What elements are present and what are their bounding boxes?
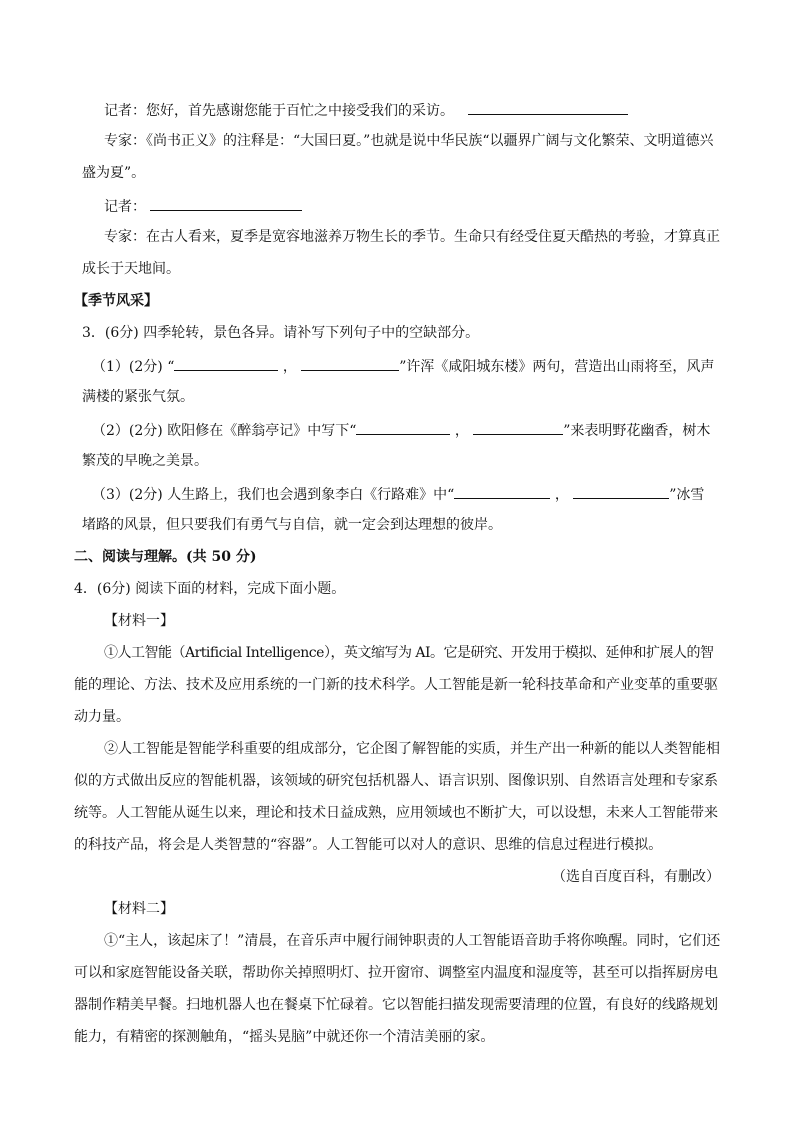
answer-blank[interactable] [473,419,563,435]
reporter-line-1 [104,99,628,119]
material-1-para-2-line-3: 统等。人工智能从诞生以来，理论和技术日益成熟，应用领域也不断扩大，可以设想，未来人工智能带来 [74,805,718,821]
material-1-title: 【材料一】 [104,613,174,629]
q3-2-suffix: ”来表明野花幽香，树木 [563,423,711,439]
answer-blank[interactable] [468,99,628,115]
reporter-line-2 [104,195,302,215]
question-3-2-line [92,419,710,439]
comma: ， [554,487,569,503]
material-1-para-2-line-4: 的科技产品，将会是人类智慧的“容器”。人工智能可以对人的意识、思维的信息过程进行模拟。 [74,837,663,853]
material-1-source: （选自百度百科，有删改） [552,869,720,885]
answer-blank[interactable] [356,419,450,435]
expert-line-1b: 盛为夏”。 [82,165,146,181]
answer-blank[interactable] [573,483,669,499]
q3-3-prefix: （3）(2分) 人生路上，我们也会遇到象李白《行路难》中“ [92,487,455,503]
answer-blank[interactable] [301,355,399,371]
q3-1-suffix: ”许浑《咸阳城东楼》两句，营造出山雨将至，风声 [399,359,715,375]
question-3-3-line [92,483,704,503]
answer-blank[interactable] [454,483,550,499]
question-3-3-cont: 堵路的风景，但只要我们有勇气与自信，就一定会到达理想的彼岸。 [82,517,502,533]
question-3-stem: 3．(6分) 四季轮转，景色各异。请补写下列句子中的空缺部分。 [82,325,480,341]
section-heading-season: 【季节风采】 [74,293,158,309]
question-3-1-cont: 满楼的紧张气氛。 [82,389,194,405]
question-4-stem: 4．(6分) 阅读下面的材料，完成下面小题。 [74,581,346,597]
answer-blank[interactable] [150,195,302,211]
expert-line-1a: 专家：《尚书正义》的注释是：“大国曰夏。”也就是说中华民族“以疆界广阔与文化繁荣、文明道德兴 [104,133,714,149]
comma: ， [454,423,469,439]
material-2-para-1-line-4: 能力，有精密的探测触角，“摇头晃脑”中就还你一个清洁美丽的家。 [74,1029,495,1045]
material-2-para-1-line-2: 可以和家庭智能设备关联，帮助你关掉照明灯、拉开窗帘、调整室内温度和湿度等，甚至可以指挥厨房电 [74,965,718,981]
material-1-para-2-line-1: ②人工智能是智能学科重要的组成部分，它企图了解智能的实质，并生产出一种新的能以人类智能相 [104,741,720,757]
material-1-para-1-line-3: 动力量。 [74,709,130,725]
reporter-text-1: 记者：您好，首先感谢您能于百忙之中接受我们的采访。 [104,103,454,119]
reporter-text-2: 记者： [104,199,146,215]
material-2-para-1-line-1: ①“主人，该起床了！”清晨，在音乐声中履行闹钟职责的人工智能语音助手将你唤醒。同时，它们还 [104,933,721,949]
material-1-para-1-line-2: 能的理论、方法、技术及应用系统的一门新的技术科学。人工智能是新一轮科技革命和产业变革的重要驱 [74,677,718,693]
q3-1-prefix: （1）(2分) “ [92,359,175,375]
material-1-para-2-line-2: 似的方式做出反应的智能机器，该领域的研究包括机器人、语言识别、图像识别、自然语言处理和专家系 [74,773,718,789]
material-1-para-1-line-1: ①人工智能（Artificial Intelligence），英文缩写为 AI。它是研究、开发用于模拟、延伸和扩展人的智 [104,645,714,661]
comma: ， [282,359,297,375]
question-3-2-cont: 繁茂的早晚之美景。 [82,453,208,469]
expert-line-2b: 成长于天地间。 [82,261,180,277]
expert-line-2a: 专家：在古人看来，夏季是宽容地滋养万物生长的季节。生命只有经受住夏天酷热的考验，才算真正 [104,229,720,245]
q3-3-suffix: ”冰雪 [669,487,705,503]
section-heading-reading: 二、阅读与理解。(共 50 分) [74,549,257,565]
q3-2-prefix: （2）(2分) 欧阳修在《醉翁亭记》中写下“ [92,423,357,439]
material-2-title: 【材料二】 [104,901,174,917]
material-2-para-1-line-3: 器制作精美早餐。扫地机器人也在餐桌下忙碌着。它以智能扫描发现需要清理的位置，有良好的线路规划 [74,997,718,1013]
question-3-1-line [92,355,714,375]
answer-blank[interactable] [174,355,278,371]
